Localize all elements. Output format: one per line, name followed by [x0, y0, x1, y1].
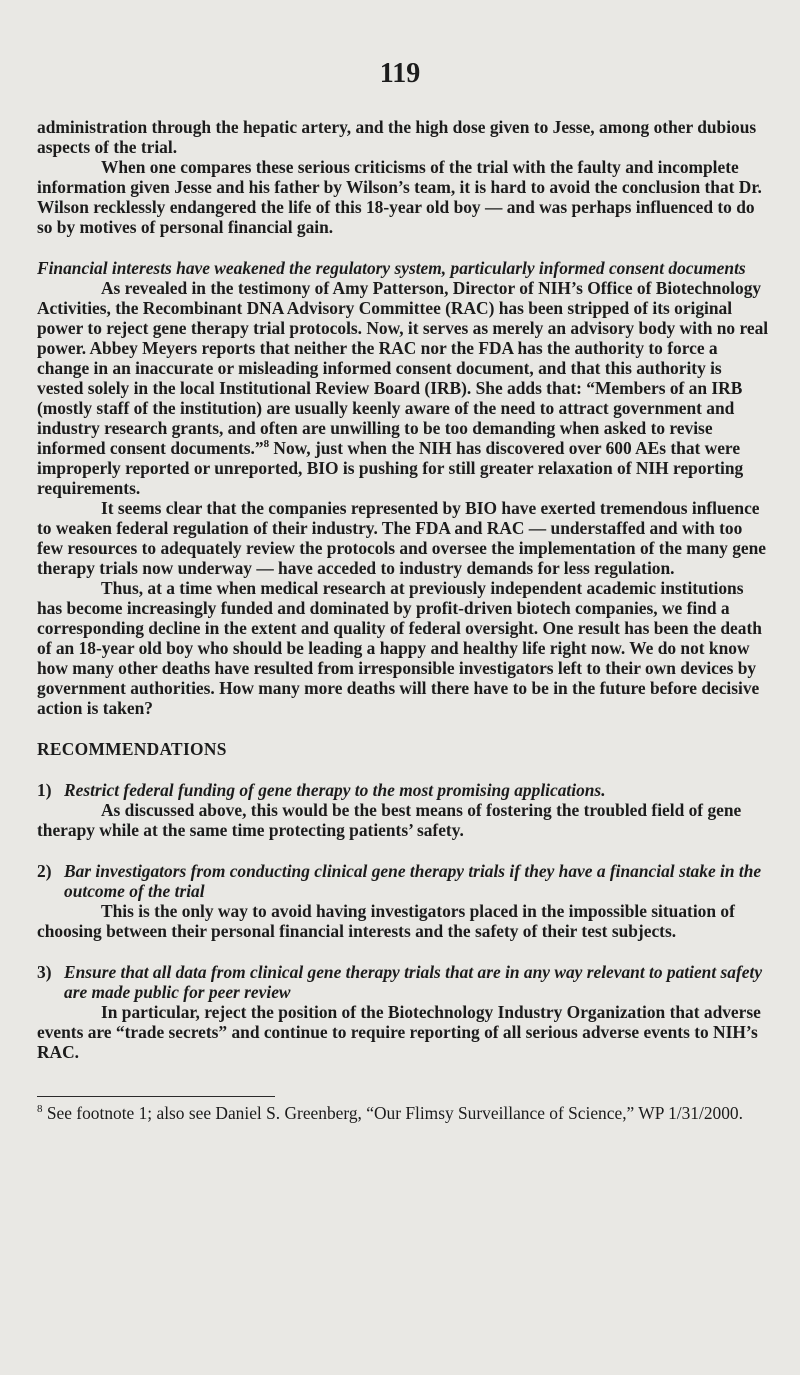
recommendations-heading: RECOMMENDATIONS	[37, 739, 227, 759]
section-heading: Financial interests have weakened the regulatory system, particularly informed consent documents	[37, 258, 746, 278]
recommendation-title-text: Ensure that all data from clinical gene therapy trials that are in any way relevant to patient safety are made public for peer review	[64, 962, 763, 1002]
recommendation-body	[37, 1002, 772, 1062]
page-content	[37, 117, 772, 1123]
recommendation-title	[37, 861, 772, 901]
recommendation-body-text: As discussed above, this would be the best means of fostering the troubled field of gene therapy while at the same time protecting patients’ safety.	[37, 800, 742, 840]
recommendation-body-text: This is the only way to avoid having investigators placed in the impossible situation of choosing between their personal financial interests and the safety of their test subjects.	[37, 901, 735, 941]
recommendation-item	[37, 962, 772, 1062]
intro-paragraph-continuation: administration through the hepatic artery, and the high dose given to Jesse, among other dubious aspects of the trial.	[37, 117, 757, 157]
recommendation-number: 1)	[37, 780, 52, 800]
recommendation-body	[37, 901, 772, 941]
recommendation-title	[37, 780, 772, 800]
recommendation-body-text: In particular, reject the position of the Biotechnology Industry Organization that adverse events are “trade secrets” and continue to require reporting of all serious adverse events to NIH’s RAC.	[37, 1002, 761, 1062]
recommendation-number: 3)	[37, 962, 52, 982]
section-paragraph-1-text: As revealed in the testimony of Amy Patterson, Director of NIH’s Office of Biotechnology Activities, the Recombinant DNA Advisory Committee (RAC) has been stripped of its original power to reject gene therapy trial protocols. Now, it serves as merely an advisory body with no real power. Abbey Meyers reports that neither the RAC nor the FDA has the authority to force a change in an inaccurate or misleading informed consent document, and that this authority is vested solely in the local Institutional Review Board (IRB). She adds that: “Members of an IRB (mostly staff of the institution) are usually keenly aware of the need to attract government and industry research grants, and often are unwilling to be too demanding when asked to revise informed consent documents.”	[37, 278, 769, 458]
footnote	[37, 1103, 772, 1123]
section-paragraph-2: It seems clear that the companies represented by BIO have exerted tremendous influence to weaken federal regulation of their industry. The FDA and RAC — understaffed and with too few resources to adequately review the protocols and oversee the implementation of the many gene therapy trials now underway — have acceded to industry demands for less regulation.	[37, 498, 767, 578]
recommendation-body	[37, 800, 772, 840]
footnote-mark: 8	[37, 1103, 43, 1116]
recommendation-number: 2)	[37, 861, 52, 881]
page-number: 119	[379, 58, 421, 89]
footnote-divider	[37, 1096, 275, 1097]
recommendation-item	[37, 861, 772, 941]
recommendation-title-text: Restrict federal funding of gene therapy to the most promising applications.	[64, 780, 606, 800]
recommendation-title-text: Bar investigators from conducting clinical gene therapy trials if they have a financial stake in the outcome of the trial	[64, 861, 762, 901]
recommendation-item	[37, 780, 772, 840]
section-paragraph-1-text-cont: Now, just when the NIH has discovered over 600 AEs that were improperly reported or unreported, BIO is pushing for still greater relaxation of NIH reporting requirements.	[37, 438, 744, 498]
section-paragraph-1	[37, 278, 772, 498]
footnote-text: See footnote 1; also see Daniel S. Greenberg, “Our Flimsy Surveillance of Science,” WP 1/31/2000.	[42, 1103, 743, 1123]
recommendation-title	[37, 962, 772, 1002]
footnote-reference: 8	[263, 438, 270, 451]
section-paragraph-3: Thus, at a time when medical research at previously independent academic institutions has become increasingly funded and dominated by profit-driven biotech companies, we find a corresponding decline in the extent and quality of federal oversight. One result has been the death of an 18-year old boy who should be leading a happy and healthy life right now. We do not know how many other deaths have resulted from irresponsible investigators left to their own devices by government authorities. How many more deaths will there have to be in the future before decisive action is taken?	[37, 578, 762, 718]
intro-paragraph: When one compares these serious criticisms of the trial with the faulty and incomplete information given Jesse and his father by Wilson’s team, it is hard to avoid the conclusion that Dr. Wilson recklessly endangered the life of this 18-year old boy — and was perhaps influenced to do so by motives of personal financial gain.	[37, 157, 762, 237]
